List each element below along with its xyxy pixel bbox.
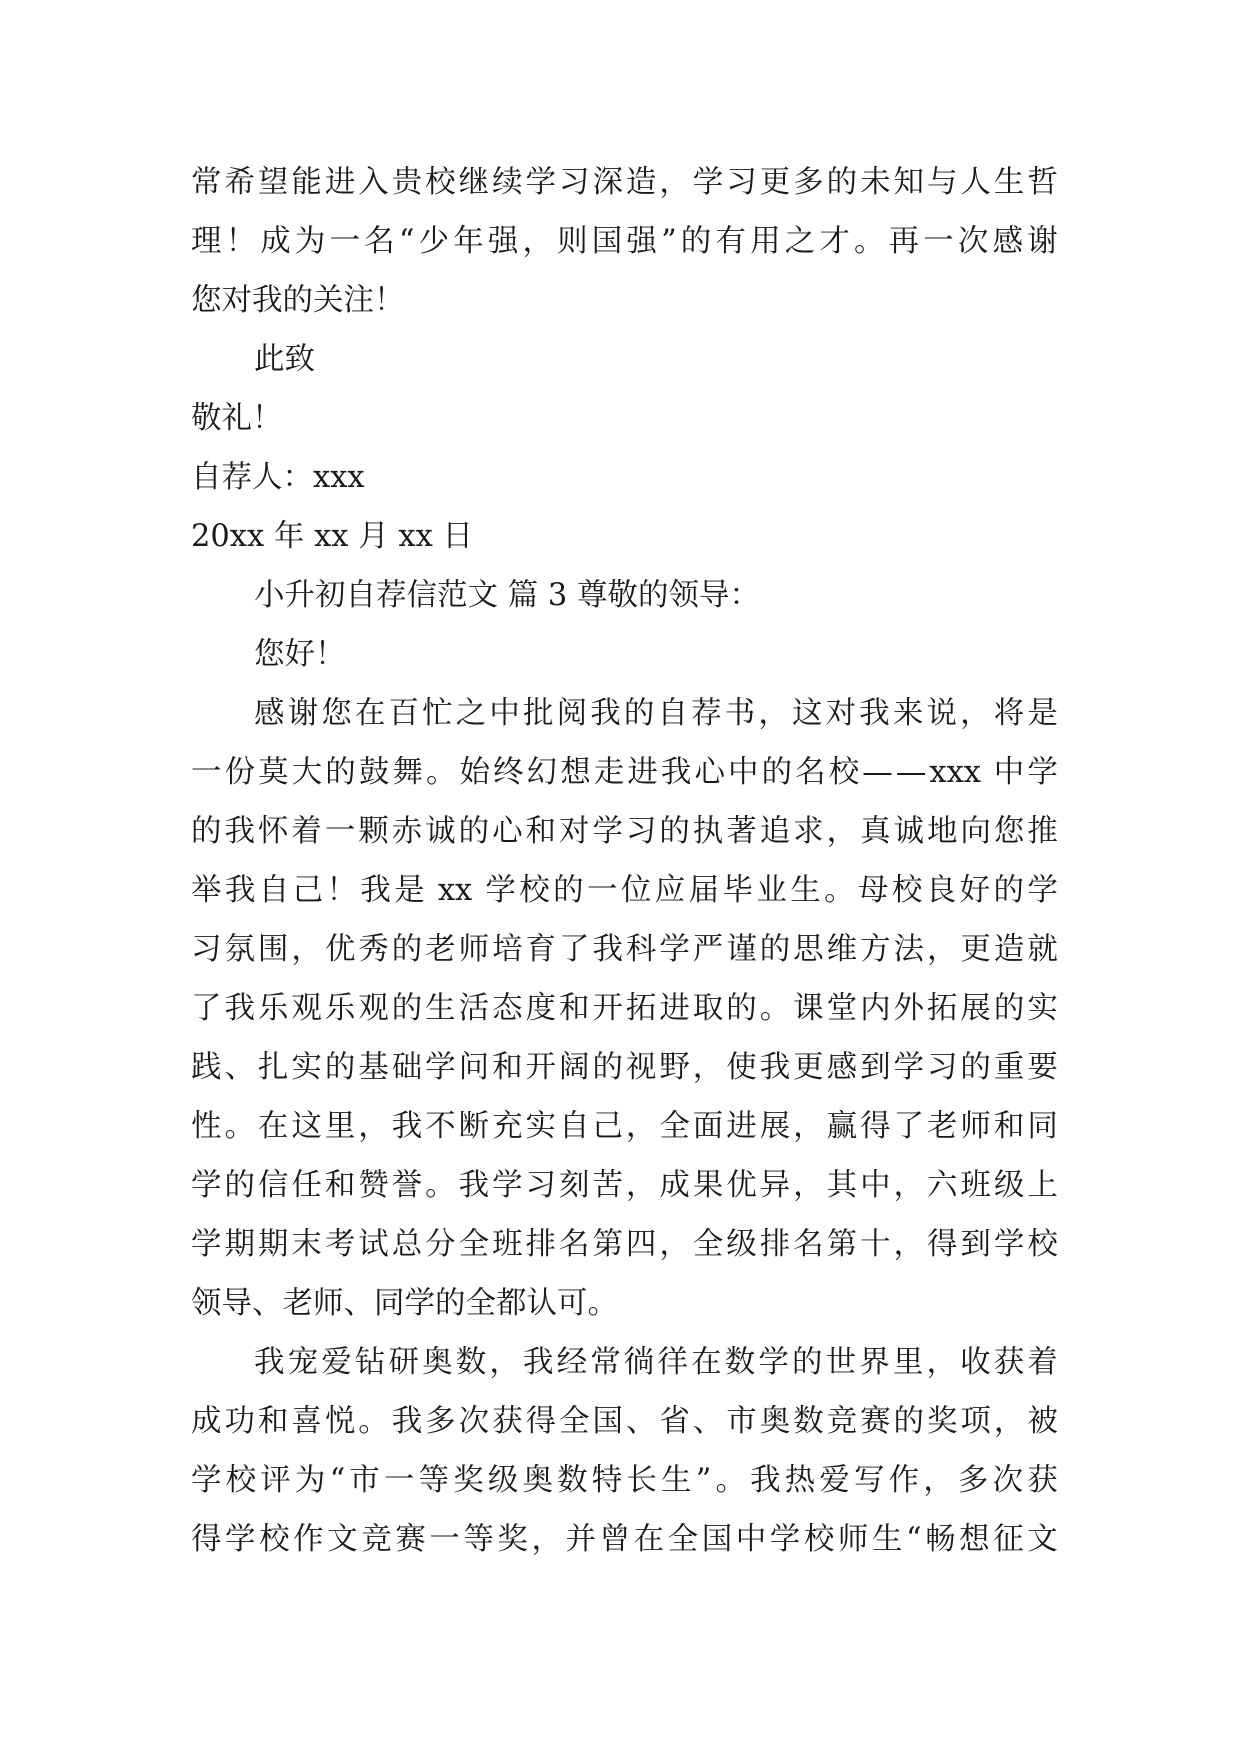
text-line: 得 学 校 作 文 竞 赛 一 等 奖 ， 并 曾 在 全 国 中 学 校 师 生 “ 畅 想 征 文: [191, 1522, 1058, 1557]
text-line: 性 。 在 这 里 ， 我 不 断 充 实 自 己 ， 全 面 进 展 ， 赢 得 了 老 师 和 同: [191, 1109, 1058, 1144]
text-line: 举 我 自 己 ！ 我 是 xx 学 校 的 一 位 应 届 毕 业 生 。 母 校 良 好 的 学: [191, 873, 1058, 908]
text-line: 您对我的关注！: [191, 283, 405, 318]
date: 20xx 年 xx 月 xx 日: [191, 519, 473, 554]
text-line: 习 氛 围 ， 优 秀 的 老 师 培 育 了 我 科 学 严 谨 的 思 维 方 法 ， 更 造 就: [191, 932, 1058, 967]
text-line: 我 宠 爱 钻 研 奥 数 ， 我 经 常 徜 徉 在 数 学 的 世 界 里 ， 收 获 着: [254, 1345, 1058, 1380]
text-line: 的 我 怀 着 一 颗 赤 诚 的 心 和 对 学 习 的 执 著 追 求 ， 真 诚 地 向 您 推: [191, 814, 1058, 849]
text-line: 领导、老师、同学的全都认可。: [191, 1286, 618, 1321]
text-line: 学 期 期 末 考 试 总 分 全 班 排 名 第 四 ， 全 级 排 名 第 十 ， 得 到 学 校: [191, 1227, 1058, 1262]
text-line: 学 的 信 任 和 赞 誉 。 我 学 习 刻 苦 ， 成 果 优 异 ， 其 中 ， 六 班 级 上: [191, 1168, 1058, 1203]
text-line: 常 希 望 能 进 入 贵 校 继 续 学 习 深 造 ， 学 习 更 多 的 未 知 与 人 生 哲: [191, 165, 1058, 200]
closing-salutation: 此致: [254, 342, 315, 377]
regards: 敬礼！: [191, 401, 283, 436]
text-line: 学 校 评 为 “ 市 一 等 奖 级 奥 数 特 长 生 ” 。 我 热 爱 写 作 ， 多 次 获: [191, 1463, 1058, 1498]
section-heading: 小升初自荐信范文 篇 3 尊敬的领导：: [254, 578, 760, 613]
signer: 自荐人：xxx: [191, 460, 365, 495]
greeting: 您好！: [254, 637, 346, 672]
text-line: 践 、 扎 实 的 基 础 学 问 和 开 阔 的 视 野 ， 使 我 更 感 到 学 习 的 重 要: [191, 1050, 1058, 1085]
text-line: 理 ！ 成 为 一 名 “ 少 年 强 ， 则 国 强 ” 的 有 用 之 才 。 再 一 次 感 谢: [191, 224, 1058, 259]
text-line: 成 功 和 喜 悦 。 我 多 次 获 得 全 国 、 省 、 市 奥 数 竞 赛 的 奖 项 ， 被: [191, 1404, 1058, 1439]
text-line: 了 我 乐 观 乐 观 的 生 活 态 度 和 开 拓 进 取 的 。 课 堂 内 外 拓 展 的 实: [191, 991, 1058, 1026]
text-line: 一 份 莫 大 的 鼓 舞 。 始 终 幻 想 走 进 我 心 中 的 名 校 — — xxx 中 学: [191, 755, 1058, 790]
text-line: 感 谢 您 在 百 忙 之 中 批 阅 我 的 自 荐 书 ， 这 对 我 来 说 ， 将 是: [254, 696, 1058, 731]
